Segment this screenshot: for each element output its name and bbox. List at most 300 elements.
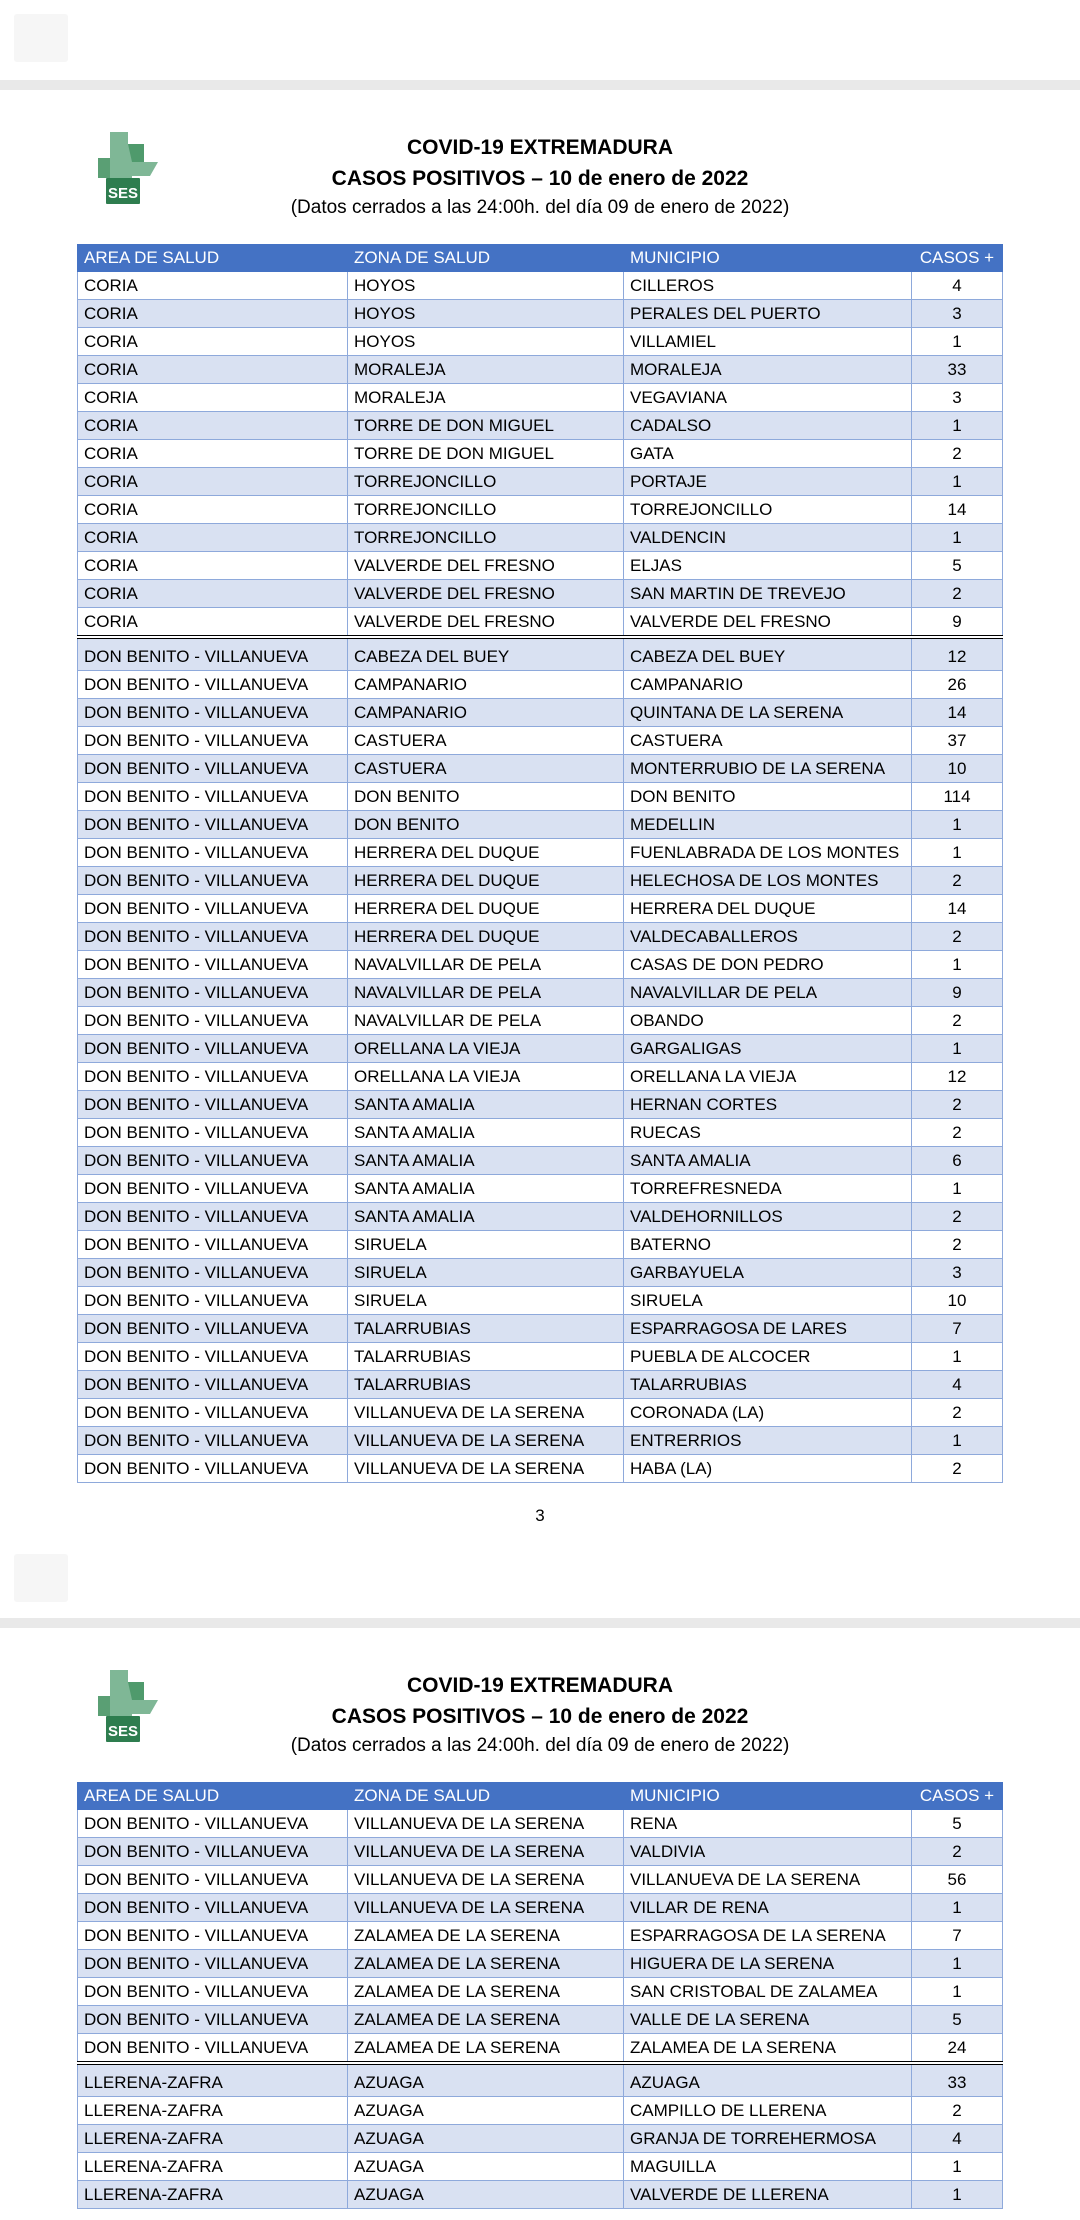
cell-casos: 1 [912,1427,1003,1455]
viewer-top-strip [0,0,1080,80]
table-row [78,1259,1003,1287]
cell-municipio: VILLAMIEL [624,328,912,356]
cell-municipio: CAMPILLO DE LLERENA [624,2097,912,2125]
cell-municipio: CAMPANARIO [624,671,912,699]
cell-municipio: GARBAYUELA [624,1259,912,1287]
cell-municipio: ORELLANA LA VIEJA [624,1063,912,1091]
cell-zona: SIRUELA [348,1259,624,1287]
cell-zona: ZALAMEA DE LA SERENA [348,1922,624,1950]
cell-municipio: VALDIVIA [624,1838,912,1866]
cell-zona: AZUAGA [348,2181,624,2209]
cell-area: DON BENITO - VILLANUEVA [78,2006,348,2034]
table-row [78,440,1003,468]
cell-casos: 1 [912,811,1003,839]
cell-zona: SANTA AMALIA [348,1203,624,1231]
cell-municipio: CILLEROS [624,272,912,300]
cell-area: CORIA [78,552,348,580]
cell-area: DON BENITO - VILLANUEVA [78,1343,348,1371]
cell-area: DON BENITO - VILLANUEVA [78,811,348,839]
cell-zona: SANTA AMALIA [348,1175,624,1203]
cell-casos: 1 [912,524,1003,552]
table-row [78,1978,1003,2006]
table-row [78,783,1003,811]
cell-zona: VALVERDE DEL FRESNO [348,608,624,638]
cell-area: DON BENITO - VILLANUEVA [78,1978,348,2006]
table-row [78,699,1003,727]
table-row [78,1371,1003,1399]
cell-zona: MORALEJA [348,356,624,384]
table-row [78,1203,1003,1231]
table-row [78,1231,1003,1259]
cell-municipio: GRANJA DE TORREHERMOSA [624,2125,912,2153]
cell-zona: CAMPANARIO [348,671,624,699]
cell-zona: VILLANUEVA DE LA SERENA [348,1427,624,1455]
cell-municipio: QUINTANA DE LA SERENA [624,699,912,727]
table-row [78,1343,1003,1371]
cell-casos: 14 [912,496,1003,524]
cell-area: LLERENA-ZAFRA [78,2153,348,2181]
page-separator [0,1618,1080,1628]
table-row [78,2006,1003,2034]
cell-casos: 9 [912,979,1003,1007]
cell-zona: HOYOS [348,328,624,356]
cell-casos: 2 [912,1007,1003,1035]
cell-area: DON BENITO - VILLANUEVA [78,1063,348,1091]
cell-casos: 3 [912,384,1003,412]
cell-casos: 6 [912,1147,1003,1175]
cell-municipio: RENA [624,1810,912,1838]
cell-casos: 2 [912,1399,1003,1427]
cell-casos: 1 [912,1950,1003,1978]
cell-municipio: HABA (LA) [624,1455,912,1483]
cell-zona: CASTUERA [348,755,624,783]
svg-text:SES: SES [107,1723,139,1740]
report-subtitle: CASOS POSITIVOS – 10 de enero de 2022 [331,1705,749,1728]
cell-zona: DON BENITO [348,783,624,811]
cases-table [77,244,1003,1483]
cell-municipio: SIRUELA [624,1287,912,1315]
cell-area: DON BENITO - VILLANUEVA [78,1838,348,1866]
cell-casos: 3 [912,1259,1003,1287]
cell-casos: 1 [912,951,1003,979]
cell-casos: 2 [912,1203,1003,1231]
cell-area: DON BENITO - VILLANUEVA [78,1287,348,1315]
cell-municipio: SAN CRISTOBAL DE ZALAMEA [624,1978,912,2006]
cell-zona: SIRUELA [348,1287,624,1315]
table-row [78,328,1003,356]
table-row [78,1007,1003,1035]
cell-area: DON BENITO - VILLANUEVA [78,699,348,727]
cell-municipio: OBANDO [624,1007,912,1035]
table-row [78,1091,1003,1119]
cell-municipio: CABEZA DEL BUEY [624,637,912,671]
table-row [78,951,1003,979]
cell-casos: 33 [912,356,1003,384]
table-row [78,2034,1003,2064]
cell-area: CORIA [78,524,348,552]
cell-municipio: VALLE DE LA SERENA [624,2006,912,2034]
cell-municipio: VALVERDE DE LLERENA [624,2181,912,2209]
cell-area: DON BENITO - VILLANUEVA [78,671,348,699]
cell-municipio: CADALSO [624,412,912,440]
cell-casos: 114 [912,783,1003,811]
cell-casos: 10 [912,755,1003,783]
cell-zona: HERRERA DEL DUQUE [348,839,624,867]
column-header-casos: CASOS + [912,245,1003,272]
table-header-row [78,1783,1003,1810]
cell-area: DON BENITO - VILLANUEVA [78,1455,348,1483]
cell-area: CORIA [78,272,348,300]
cell-casos: 1 [912,1343,1003,1371]
cell-area: DON BENITO - VILLANUEVA [78,1950,348,1978]
cell-zona: VILLANUEVA DE LA SERENA [348,1838,624,1866]
cell-area: CORIA [78,412,348,440]
table-row [78,1894,1003,1922]
cell-municipio: VALDECABALLEROS [624,923,912,951]
cell-municipio: TORREJONCILLO [624,496,912,524]
cell-casos: 24 [912,2034,1003,2064]
table-row [78,2097,1003,2125]
cell-casos: 33 [912,2063,1003,2097]
cell-zona: VILLANUEVA DE LA SERENA [348,1866,624,1894]
cell-zona: ORELLANA LA VIEJA [348,1063,624,1091]
cell-municipio: MEDELLIN [624,811,912,839]
table-row [78,1175,1003,1203]
cell-area: DON BENITO - VILLANUEVA [78,1231,348,1259]
cell-casos: 2 [912,580,1003,608]
table-row [78,1950,1003,1978]
cell-municipio: ESPARRAGOSA DE LA SERENA [624,1922,912,1950]
cell-municipio: VALDEHORNILLOS [624,1203,912,1231]
cell-zona: VILLANUEVA DE LA SERENA [348,1399,624,1427]
cell-casos: 1 [912,328,1003,356]
table-row [78,356,1003,384]
cell-municipio: MONTERRUBIO DE LA SERENA [624,755,912,783]
cell-municipio: NAVALVILLAR DE PELA [624,979,912,1007]
cell-zona: AZUAGA [348,2063,624,2097]
cell-area: DON BENITO - VILLANUEVA [78,1922,348,1950]
cell-area: CORIA [78,384,348,412]
cell-casos: 1 [912,839,1003,867]
page-separator [0,80,1080,90]
cell-zona: TALARRUBIAS [348,1343,624,1371]
cell-area: DON BENITO - VILLANUEVA [78,1035,348,1063]
cell-municipio: TORREFRESNEDA [624,1175,912,1203]
cell-zona: CASTUERA [348,727,624,755]
cell-zona: HERRERA DEL DUQUE [348,895,624,923]
cell-zona: TORRE DE DON MIGUEL [348,440,624,468]
cell-municipio: VILLANUEVA DE LA SERENA [624,1866,912,1894]
column-header-zona: ZONA DE SALUD [348,245,624,272]
cell-zona: VILLANUEVA DE LA SERENA [348,1810,624,1838]
cell-casos: 2 [912,440,1003,468]
table-row [78,2153,1003,2181]
table-row [78,524,1003,552]
cell-area: DON BENITO - VILLANUEVA [78,1399,348,1427]
cell-casos: 4 [912,1371,1003,1399]
cell-area: DON BENITO - VILLANUEVA [78,2034,348,2064]
cell-casos: 2 [912,1231,1003,1259]
page-header [0,128,1080,248]
cell-casos: 7 [912,1315,1003,1343]
cell-zona: NAVALVILLAR DE PELA [348,951,624,979]
cell-municipio: AZUAGA [624,2063,912,2097]
svg-text:SES: SES [107,185,139,202]
viewer-page-gap [0,1540,1080,1620]
cell-municipio: TALARRUBIAS [624,1371,912,1399]
cell-area: DON BENITO - VILLANUEVA [78,1894,348,1922]
page-number: 3 [535,1506,545,1525]
table-row [78,272,1003,300]
cell-municipio: HELECHOSA DE LOS MONTES [624,867,912,895]
cell-area: DON BENITO - VILLANUEVA [78,867,348,895]
table-row [78,1866,1003,1894]
cell-casos: 1 [912,468,1003,496]
cell-zona: SANTA AMALIA [348,1147,624,1175]
table-row [78,1119,1003,1147]
page-thumbnail[interactable] [14,14,68,62]
table-row [78,1455,1003,1483]
cell-municipio: CORONADA (LA) [624,1399,912,1427]
cell-zona: SIRUELA [348,1231,624,1259]
cell-municipio: PERALES DEL PUERTO [624,300,912,328]
cell-area: CORIA [78,328,348,356]
cell-casos: 14 [912,895,1003,923]
cell-casos: 2 [912,1838,1003,1866]
cell-casos: 2 [912,923,1003,951]
report-note: (Datos cerrados a las 24:00h. del día 09 de enero de 2022) [290,1735,790,1756]
cell-casos: 1 [912,412,1003,440]
cell-casos: 2 [912,2097,1003,2125]
cell-municipio: HERNAN CORTES [624,1091,912,1119]
page-header [0,1666,1080,1786]
table-row [78,1810,1003,1838]
table-row [78,1427,1003,1455]
cell-zona: TALARRUBIAS [348,1315,624,1343]
cell-zona: NAVALVILLAR DE PELA [348,1007,624,1035]
cell-zona: ZALAMEA DE LA SERENA [348,2034,624,2064]
cell-municipio: MORALEJA [624,356,912,384]
cell-area: CORIA [78,300,348,328]
cell-casos: 3 [912,300,1003,328]
cell-casos: 1 [912,2153,1003,2181]
column-header-casos: CASOS + [912,1783,1003,1810]
cell-municipio: CASTUERA [624,727,912,755]
cell-casos: 5 [912,2006,1003,2034]
table-row [78,580,1003,608]
column-header-municipio: MUNICIPIO [624,245,912,272]
cell-casos: 9 [912,608,1003,638]
cell-zona: TALARRUBIAS [348,1371,624,1399]
cell-zona: VILLANUEVA DE LA SERENA [348,1455,624,1483]
cell-casos: 14 [912,699,1003,727]
cell-area: DON BENITO - VILLANUEVA [78,783,348,811]
report-title-block [0,132,1080,222]
table-header-row [78,245,1003,272]
column-header-area: AREA DE SALUD [78,245,348,272]
cell-municipio: CASAS DE DON PEDRO [624,951,912,979]
table-row [78,923,1003,951]
cell-zona: TORREJONCILLO [348,524,624,552]
cell-municipio: PORTAJE [624,468,912,496]
column-header-municipio: MUNICIPIO [624,1783,912,1810]
table-row [78,300,1003,328]
table-row [78,1035,1003,1063]
table-row [78,895,1003,923]
table-row [78,755,1003,783]
document-page-4 [0,1628,1080,2220]
cell-casos: 1 [912,1175,1003,1203]
table-row [78,1147,1003,1175]
cell-municipio: ELJAS [624,552,912,580]
cell-casos: 7 [912,1922,1003,1950]
page-thumbnail[interactable] [14,1554,68,1602]
cell-zona: TORRE DE DON MIGUEL [348,412,624,440]
cell-municipio: PUEBLA DE ALCOCER [624,1343,912,1371]
cell-zona: HERRERA DEL DUQUE [348,867,624,895]
cell-area: DON BENITO - VILLANUEVA [78,1371,348,1399]
cell-municipio: VILLAR DE RENA [624,1894,912,1922]
cell-zona: MORALEJA [348,384,624,412]
cell-area: CORIA [78,496,348,524]
cell-casos: 2 [912,1091,1003,1119]
cell-zona: SANTA AMALIA [348,1091,624,1119]
cell-municipio: SANTA AMALIA [624,1147,912,1175]
cell-zona: CABEZA DEL BUEY [348,637,624,671]
cell-zona: HOYOS [348,272,624,300]
cell-zona: ORELLANA LA VIEJA [348,1035,624,1063]
cell-area: DON BENITO - VILLANUEVA [78,1866,348,1894]
table-row [78,671,1003,699]
cell-zona: ZALAMEA DE LA SERENA [348,1950,624,1978]
table-row [78,468,1003,496]
document-page-3 [0,90,1080,1540]
cell-zona: NAVALVILLAR DE PELA [348,979,624,1007]
cell-zona: VALVERDE DEL FRESNO [348,580,624,608]
cell-municipio: DON BENITO [624,783,912,811]
cell-area: LLERENA-ZAFRA [78,2181,348,2209]
cell-casos: 2 [912,867,1003,895]
cell-municipio: RUECAS [624,1119,912,1147]
cell-zona: TORREJONCILLO [348,496,624,524]
table-row [78,1287,1003,1315]
cell-zona: CAMPANARIO [348,699,624,727]
table-row [78,2063,1003,2097]
cell-municipio: ESPARRAGOSA DE LARES [624,1315,912,1343]
cell-area: DON BENITO - VILLANUEVA [78,951,348,979]
table-row [78,608,1003,638]
cell-area: DON BENITO - VILLANUEVA [78,1427,348,1455]
cell-casos: 5 [912,1810,1003,1838]
cell-casos: 10 [912,1287,1003,1315]
cases-table [77,1782,1003,2209]
table-row [78,727,1003,755]
cell-area: LLERENA-ZAFRA [78,2063,348,2097]
report-subtitle: CASOS POSITIVOS – 10 de enero de 2022 [331,167,749,190]
cell-area: DON BENITO - VILLANUEVA [78,1315,348,1343]
cell-zona: HERRERA DEL DUQUE [348,923,624,951]
cell-casos: 1 [912,1978,1003,2006]
table-row [78,637,1003,671]
report-title: COVID-19 EXTREMADURA [406,136,674,159]
cell-casos: 1 [912,1035,1003,1063]
column-header-zona: ZONA DE SALUD [348,1783,624,1810]
table-row [78,2125,1003,2153]
cell-area: DON BENITO - VILLANUEVA [78,979,348,1007]
cell-casos: 56 [912,1866,1003,1894]
column-header-area: AREA DE SALUD [78,1783,348,1810]
cell-zona: HOYOS [348,300,624,328]
cell-zona: DON BENITO [348,811,624,839]
table-row [78,979,1003,1007]
table-row [78,1063,1003,1091]
cell-area: DON BENITO - VILLANUEVA [78,1203,348,1231]
cell-municipio: VALDENCIN [624,524,912,552]
cell-zona: VILLANUEVA DE LA SERENA [348,1894,624,1922]
cell-area: DON BENITO - VILLANUEVA [78,923,348,951]
cell-municipio: GATA [624,440,912,468]
cell-area: CORIA [78,580,348,608]
table-row [78,384,1003,412]
cell-area: DON BENITO - VILLANUEVA [78,895,348,923]
cell-area: DON BENITO - VILLANUEVA [78,1007,348,1035]
cell-zona: AZUAGA [348,2125,624,2153]
cell-municipio: HERRERA DEL DUQUE [624,895,912,923]
table-row [78,811,1003,839]
cell-area: DON BENITO - VILLANUEVA [78,1259,348,1287]
cell-area: DON BENITO - VILLANUEVA [78,755,348,783]
table-row [78,1399,1003,1427]
cell-casos: 12 [912,637,1003,671]
cell-area: CORIA [78,608,348,638]
cell-area: CORIA [78,468,348,496]
cell-casos: 2 [912,1455,1003,1483]
table-row [78,2181,1003,2209]
cell-area: CORIA [78,440,348,468]
cell-area: CORIA [78,356,348,384]
cell-municipio: VEGAVIANA [624,384,912,412]
table-row [78,1838,1003,1866]
cell-casos: 4 [912,2125,1003,2153]
cell-area: DON BENITO - VILLANUEVA [78,1091,348,1119]
cell-area: DON BENITO - VILLANUEVA [78,637,348,671]
cell-area: DON BENITO - VILLANUEVA [78,1175,348,1203]
cell-zona: AZUAGA [348,2097,624,2125]
cell-casos: 1 [912,2181,1003,2209]
cell-area: DON BENITO - VILLANUEVA [78,727,348,755]
cell-municipio: BATERNO [624,1231,912,1259]
cell-zona: TORREJONCILLO [348,468,624,496]
table-row [78,412,1003,440]
cell-casos: 4 [912,272,1003,300]
cell-zona: ZALAMEA DE LA SERENA [348,1978,624,2006]
cell-municipio: GARGALIGAS [624,1035,912,1063]
cell-casos: 1 [912,1894,1003,1922]
cell-municipio: FUENLABRADA DE LOS MONTES [624,839,912,867]
table-row [78,1922,1003,1950]
cell-municipio: HIGUERA DE LA SERENA [624,1950,912,1978]
cell-area: DON BENITO - VILLANUEVA [78,1119,348,1147]
cell-zona: SANTA AMALIA [348,1119,624,1147]
table-row [78,552,1003,580]
cell-municipio: ENTRERRIOS [624,1427,912,1455]
report-title-block [0,1670,1080,1760]
cell-zona: ZALAMEA DE LA SERENA [348,2006,624,2034]
cell-municipio: VALVERDE DEL FRESNO [624,608,912,638]
cell-casos: 5 [912,552,1003,580]
cell-area: LLERENA-ZAFRA [78,2125,348,2153]
report-title: COVID-19 EXTREMADURA [406,1674,674,1697]
